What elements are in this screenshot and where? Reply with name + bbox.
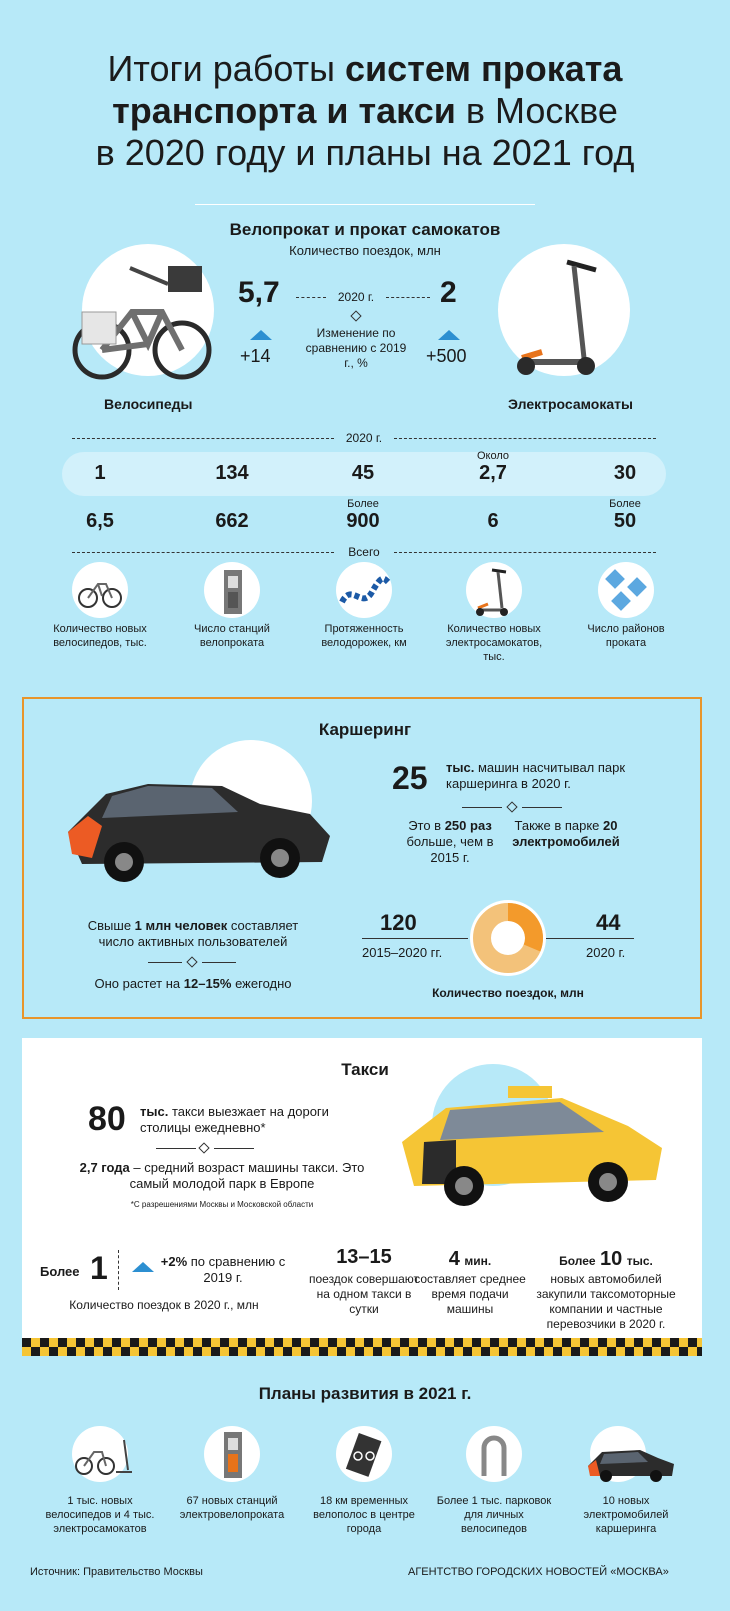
taxi-checker-band bbox=[22, 1338, 702, 1356]
value-total-4 bbox=[580, 498, 670, 533]
station-icon bbox=[204, 1426, 260, 1482]
caption-3: Количество новых электросамокатов, тыс. bbox=[445, 623, 543, 663]
bike-lane-sign-icon bbox=[336, 1426, 392, 1482]
row-total-label: Всего bbox=[348, 545, 380, 559]
text-part: Также в парке bbox=[514, 818, 604, 833]
daily-unit: тыс. bbox=[140, 1104, 169, 1119]
divider bbox=[386, 297, 430, 298]
bikes-label: Велосипеды bbox=[104, 396, 193, 412]
taxi-age-text bbox=[66, 1160, 378, 1192]
fleet-text bbox=[446, 760, 636, 792]
bike-subheading: Количество поездок, млн bbox=[289, 243, 441, 258]
taxi-new-cars-text: новых автомобилей закупили таксомоторные компании и частные перевозчики в 2020 г. bbox=[536, 1272, 676, 1331]
taxi-delivery bbox=[412, 1248, 528, 1271]
page-title bbox=[0, 48, 730, 174]
divider bbox=[462, 807, 502, 808]
title-part: в Москве bbox=[455, 90, 618, 131]
agency-text: АГЕНТСТВО ГОРОДСКИХ НОВОСТЕЙ «МОСКВА» bbox=[408, 1566, 669, 1578]
text-part: по сравнению с 2019 г. bbox=[187, 1254, 286, 1285]
value-prefix: Более bbox=[347, 498, 379, 510]
bikes-change: +14 bbox=[240, 346, 271, 366]
value-total-0 bbox=[55, 510, 145, 533]
text-part: – средний возраст машины такси. Это самый молодой парк в Европе bbox=[129, 1160, 365, 1191]
divider bbox=[214, 1148, 254, 1149]
change-label: Изменение по сравнению с 2019 г., % bbox=[305, 326, 407, 370]
trips-donut-chart bbox=[468, 898, 548, 978]
text-bold: 2,7 года bbox=[79, 1160, 130, 1175]
plan-caption-0: 1 тыс. новых велосипедов и 4 тыс. электросамокатов bbox=[45, 1495, 155, 1535]
bike-and-scooter-icon bbox=[72, 1426, 128, 1482]
up-arrow-icon bbox=[438, 330, 460, 340]
plan-caption-1: 67 новых станций электровелопроката bbox=[179, 1495, 285, 1521]
caption-1: Число станций велопроката bbox=[194, 623, 270, 649]
up-arrow-icon bbox=[250, 330, 272, 340]
car-icon bbox=[62, 766, 338, 888]
bike-heading: Велопрокат и прокат самокатов bbox=[229, 220, 501, 239]
divider bbox=[362, 938, 468, 939]
value-total-1 bbox=[187, 510, 277, 533]
bicycle-icon bbox=[70, 262, 220, 388]
divider bbox=[522, 807, 562, 808]
scooter-trips-value: 2 bbox=[440, 276, 457, 309]
value-number: 2,7 bbox=[479, 462, 507, 484]
row-2020-label: 2020 г. bbox=[345, 431, 383, 445]
electric-car-icon bbox=[586, 1442, 678, 1482]
fleet-number: 25 bbox=[392, 760, 428, 796]
taxi-per-day-value: 13–15 bbox=[336, 1246, 392, 1268]
text-part: Оно растет на bbox=[94, 976, 184, 991]
value-number: 1 bbox=[94, 462, 106, 484]
value-number: 50 bbox=[613, 510, 637, 532]
taxi-trips-caption: Количество поездок в 2020 г., млн bbox=[69, 1298, 259, 1312]
divider bbox=[156, 1148, 196, 1149]
value-2020-1 bbox=[187, 462, 277, 485]
new-cars-prefix: Более bbox=[559, 1254, 596, 1268]
taxi-trips-value: 1 bbox=[90, 1250, 108, 1286]
text-part: Это в bbox=[408, 818, 445, 833]
value-2020-4 bbox=[580, 462, 670, 485]
text-bold: +2% bbox=[160, 1254, 188, 1269]
value-number: 6 bbox=[487, 510, 499, 532]
value-number: 134 bbox=[215, 462, 249, 484]
caption-0: Количество новых велосипедов, тыс. bbox=[53, 623, 147, 649]
scooter-icon bbox=[466, 562, 522, 618]
value-number: 6,5 bbox=[86, 510, 114, 532]
taxi-delivery-text: составляет среднее время подачи машины bbox=[414, 1272, 526, 1316]
taxi-per-day-text: поездок совершают на одном такси в сутки bbox=[308, 1272, 419, 1316]
divider bbox=[148, 962, 182, 963]
bicycle-icon bbox=[72, 562, 128, 618]
plans-heading: Планы развития в 2021 г. bbox=[258, 1384, 472, 1403]
trips-2020-label: 2020 г. bbox=[586, 945, 626, 960]
divider bbox=[296, 297, 326, 298]
value-total-2 bbox=[318, 498, 408, 533]
value-prefix: Более bbox=[609, 498, 641, 510]
taxi-new-cars bbox=[532, 1248, 680, 1271]
value-2020-0 bbox=[55, 462, 145, 485]
text-bold: 250 раз bbox=[444, 818, 492, 833]
divider bbox=[394, 552, 656, 553]
taxi-footnote: *С разрешениями Москвы и Московской области bbox=[130, 1200, 314, 1209]
text-part: составляет число активных пользователей bbox=[98, 918, 299, 949]
taxi-heading: Такси bbox=[341, 1060, 389, 1079]
value-number: 45 bbox=[351, 462, 375, 484]
trips-total-label: 2015–2020 гг. bbox=[362, 945, 443, 960]
year-label: 2020 г. bbox=[337, 290, 375, 304]
divider bbox=[546, 938, 634, 939]
plan-caption-4: 10 новых электромобилей каршеринга bbox=[583, 1495, 669, 1535]
divider bbox=[118, 1250, 119, 1290]
station-icon bbox=[204, 562, 260, 618]
text-part: больше, чем в 2015 г. bbox=[406, 834, 494, 865]
taxi-trips-change bbox=[156, 1254, 290, 1286]
title-bold: систем проката bbox=[345, 48, 623, 89]
carsharing-heading: Каршеринг bbox=[318, 720, 412, 739]
caption-4: Число районов проката bbox=[587, 623, 665, 649]
rate-text bbox=[64, 976, 322, 992]
scooters-label: Электросамокаты bbox=[508, 396, 633, 412]
bikes-trips-value: 5,7 bbox=[238, 276, 280, 309]
up-arrow-icon bbox=[132, 1262, 154, 1272]
title-part: в 2020 году и планы на 2021 год bbox=[95, 132, 635, 173]
value-number: 900 bbox=[346, 510, 380, 532]
value-2020-3 bbox=[448, 450, 538, 485]
scooter-icon bbox=[512, 258, 622, 384]
trips-total-value: 120 bbox=[380, 910, 417, 935]
new-cars-value: 10 bbox=[600, 1248, 623, 1270]
text-bold: 20 электромобилей bbox=[512, 818, 620, 849]
source-text: Источник: Правительство Москвы bbox=[30, 1566, 203, 1578]
value-2020-2 bbox=[318, 462, 408, 485]
bike-lane-icon bbox=[336, 562, 392, 618]
divider bbox=[195, 204, 535, 205]
diamond-icon bbox=[350, 310, 361, 321]
text-bold: 1 млн человек bbox=[134, 918, 228, 933]
fleet-unit: тыс. bbox=[446, 760, 475, 775]
districts-icon bbox=[598, 562, 654, 618]
value-number: 662 bbox=[215, 510, 249, 532]
text-part: ежегодно bbox=[231, 976, 292, 991]
plan-caption-2: 18 км временных велополос в центре города bbox=[313, 1495, 415, 1535]
taxi-trips-prefix: Более bbox=[40, 1264, 80, 1279]
plan-caption-3: Более 1 тыс. парковок для личных велосипедов bbox=[436, 1495, 552, 1535]
divider bbox=[72, 552, 334, 553]
taxi-daily-text bbox=[140, 1104, 330, 1136]
divider bbox=[394, 438, 656, 439]
delivery-unit: мин. bbox=[464, 1254, 492, 1268]
value-total-3 bbox=[448, 510, 538, 533]
divider bbox=[202, 962, 236, 963]
bike-parking-icon bbox=[466, 1426, 522, 1482]
title-bold: транспорта и такси bbox=[112, 90, 456, 131]
daily-description: такси выезжает на дороги столицы ежедневно* bbox=[140, 1104, 329, 1135]
taxi-icon bbox=[396, 1086, 672, 1214]
delivery-value: 4 bbox=[448, 1248, 460, 1270]
growth-text bbox=[398, 818, 502, 866]
text-part: Свыше bbox=[87, 918, 135, 933]
new-cars-unit: тыс. bbox=[626, 1254, 653, 1268]
users-text bbox=[74, 918, 312, 950]
divider bbox=[72, 438, 334, 439]
trips-2020-value: 44 bbox=[596, 910, 621, 935]
text-bold: 12–15% bbox=[183, 976, 232, 991]
taxi-daily-number: 80 bbox=[88, 1100, 126, 1138]
scooter-change: +500 bbox=[426, 346, 467, 366]
electro-text bbox=[506, 818, 626, 850]
fleet-description: машин насчитывал парк каршеринга в 2020 г. bbox=[446, 760, 626, 791]
caption-2: Протяженность велодорожек, км bbox=[321, 623, 407, 649]
title-part: Итоги работы bbox=[107, 48, 346, 89]
trips-caption: Количество поездок, млн bbox=[432, 986, 584, 1000]
value-number: 30 bbox=[613, 462, 637, 484]
value-prefix: Около bbox=[476, 450, 510, 462]
